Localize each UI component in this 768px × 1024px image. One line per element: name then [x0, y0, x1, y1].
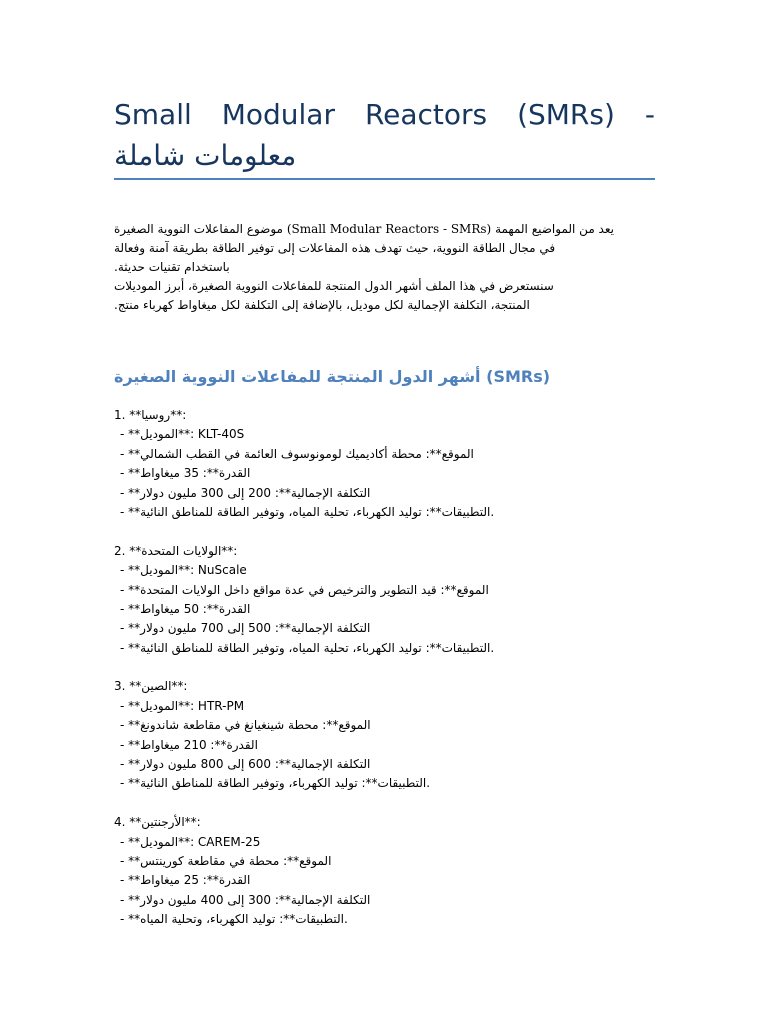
- list-item: - **الموديل**: NuScale: [120, 563, 247, 578]
- title-word: Small: [114, 98, 192, 131]
- country-heading: 1. **روسيا**:: [114, 408, 187, 422]
- country-heading: 3. **الصين**:: [114, 679, 188, 694]
- intro-line-2: في مجال الطاقة النووية، حيث تهدف هذه المفاعلات إلى توفير الطاقة بطريقة آمنة وفعالة: [114, 241, 556, 255]
- document-title-arabic: معلومات شاملة: [114, 139, 297, 172]
- intro-text: (Small Modular Reactors - SMRs): [286, 222, 492, 236]
- list-item: - **الموديل**: KLT-40S: [120, 427, 245, 442]
- intro-text: يعد من المواضيع المهمة: [495, 222, 614, 236]
- list-item: - **القدرة**: 210 ميغاواط: [120, 737, 258, 752]
- list-item: - **التكلفة الإجمالية**: 200 إلى 300 مليون دولار: [120, 485, 371, 500]
- intro-line-4: سنستعرض في هذا الملف أشهر الدول المنتجة للمفاعلات النووية الصغيرة، أبرز الموديلات: [114, 279, 554, 293]
- list-item: - **التكلفة الإجمالية**: 600 إلى 800 مليون دولار: [120, 757, 371, 772]
- title-word: Reactors: [364, 98, 488, 131]
- country-block: [114, 813, 674, 929]
- list-item: - **القدرة**: 50 ميغاواط: [120, 601, 251, 616]
- list-item: - **التطبيقات**: توليد الكهرباء، تحلية المياه، وتوفير الطاقة للمناطق النائية.: [120, 504, 495, 519]
- title-word: -: [644, 98, 655, 131]
- country-list: [114, 406, 674, 930]
- section-heading-arabic: أشهر الدول المنتجة للمفاعلات النووية الصغيرة: [114, 367, 481, 386]
- section-heading-english: (SMRs): [486, 367, 551, 386]
- document-title-english: [114, 96, 655, 134]
- country-heading: 4. **الأرجنتين**:: [114, 815, 201, 830]
- intro-text: موضوع المفاعلات النووية الصغيرة: [114, 222, 283, 236]
- country-block: [114, 677, 674, 793]
- list-item: - **الموقع**: قيد التطوير والترخيص في عدة مواقع داخل الولايات المتحدة: [120, 582, 489, 597]
- title-word: Modular: [221, 98, 335, 131]
- list-item: - **التطبيقات**: توليد الكهرباء، وتوفير الطاقة للمناطق النائية.: [120, 776, 431, 791]
- country-block: [114, 406, 674, 522]
- list-item: - **الموديل**: HTR-PM: [120, 698, 245, 713]
- intro-paragraph: [114, 220, 655, 315]
- country-heading: 2. **الولايات المتحدة**:: [114, 543, 238, 558]
- list-item: - **التطبيقات**: توليد الكهرباء، تحلية المياه، وتوفير الطاقة للمناطق النائية.: [120, 640, 495, 655]
- title-word: (SMRs): [517, 98, 615, 131]
- title-divider: [114, 178, 655, 180]
- list-item: - **القدرة**: 25 ميغاواط: [120, 873, 251, 888]
- list-item: - **الموقع**: محطة في مقاطعة كورينتس: [120, 853, 332, 868]
- list-item: - **القدرة**: 35 ميغاواط: [120, 466, 251, 481]
- list-item: - **التكلفة الإجمالية**: 500 إلى 700 مليون دولار: [120, 621, 371, 636]
- list-item: - **الموقع**: محطة أكاديميك لومونوسوف العائمة في القطب الشمالي: [120, 446, 474, 461]
- list-item: - **الموديل**: CAREM-25: [120, 834, 261, 849]
- list-item: - **التطبيقات**: توليد الكهرباء، وتحلية المياه.: [120, 912, 348, 927]
- section-heading: [114, 364, 550, 390]
- list-item: - **التكلفة الإجمالية**: 300 إلى 400 مليون دولار: [120, 892, 371, 907]
- intro-line-5: .المنتجة، التكلفة الإجمالية لكل موديل، بالإضافة إلى التكلفة لكل ميغاواط كهرباء منتج: [114, 298, 530, 312]
- list-item: - **الموقع**: محطة شينغيانغ في مقاطعة شاندونغ: [120, 718, 371, 733]
- intro-line-3: .باستخدام تقنيات حديثة: [114, 260, 230, 274]
- intro-line-1: [114, 220, 655, 239]
- country-block: [114, 542, 674, 658]
